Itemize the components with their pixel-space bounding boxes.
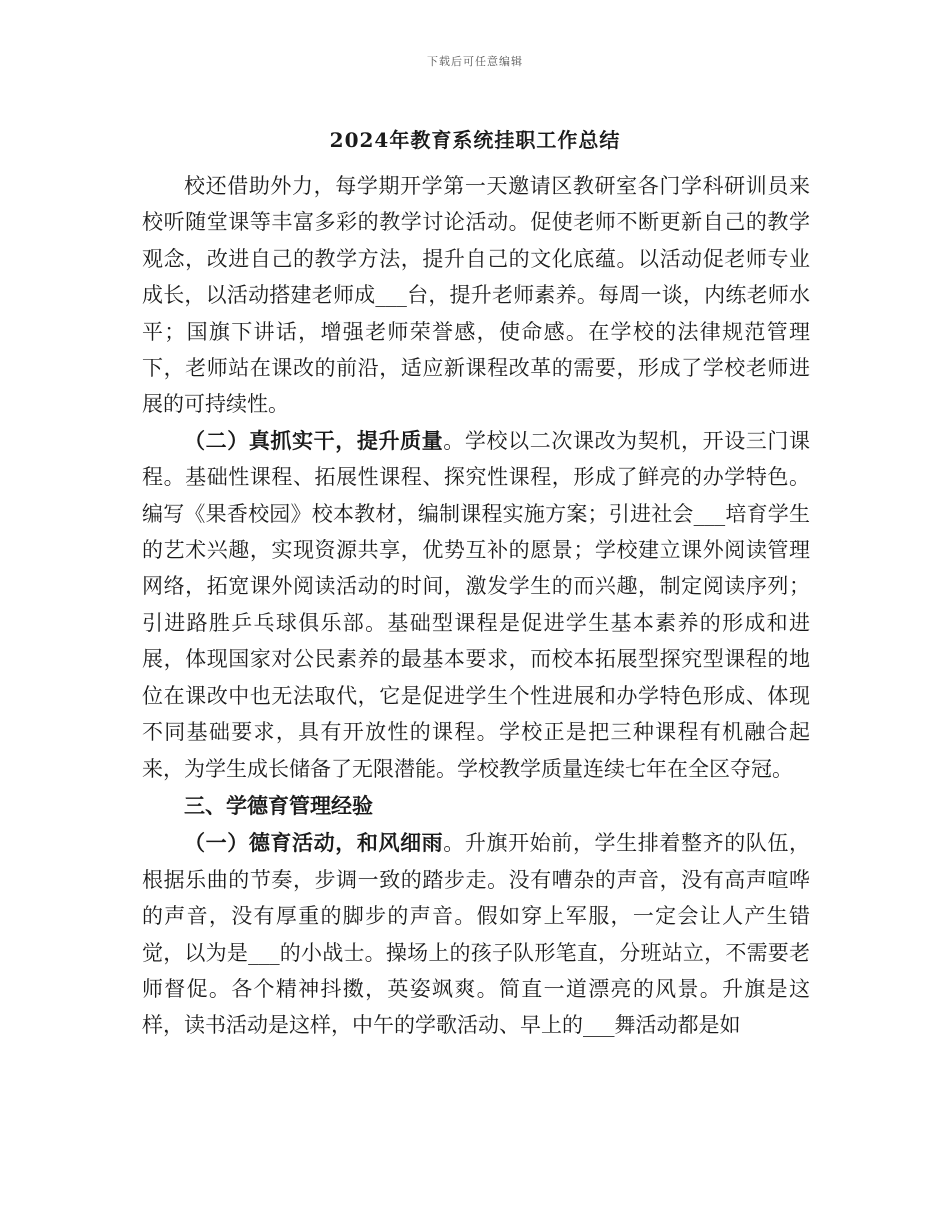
section-heading: 三、学德育管理经验 xyxy=(184,792,373,818)
paragraph-3 xyxy=(142,825,810,1043)
header-note: 下载后可任意编辑 xyxy=(427,55,523,68)
paragraph-3-text: 。升旗开始前，学生排着整齐的队伍，根据乐曲的节奏，步调一致的踏步走。没有嘈杂的声音，没有高声喧哗的声音，没有厚重的脚步的声音。假如穿上军服，一定会让人产生错觉，以为是___的小战士。操场上的孩子队形笔直，分班站立，不需要老师督促。各个精神抖擞，英姿飒爽。简直一道漂亮的风景。升旗是这样，读书活动是这样，中午的学歌活动、早上的___舞活动都是如 xyxy=(142,831,811,1038)
paragraph-1 xyxy=(142,168,810,423)
paragraph-2 xyxy=(142,423,810,787)
paragraph-2-lead: （二）真抓实干，提升质量 xyxy=(184,427,444,453)
paragraph-1-text: 校还借助外力，每学期开学第一天邀请区教研室各门学科研训员来校听随堂课等丰富多彩的教学讨论活动。促使老师不断更新自己的教学观念，改进自己的教学方法，提升自己的文化底蕴。以活动促老师专业成长，以活动搭建老师成___台，提升老师素养。每周一谈，内练老师水平；国旗下讲话，增强老师荣誉感，使命感。在学校的法律规范管理下，老师站在课改的前沿，适应新课程改革的需要，形成了学校老师进展的可持续性。 xyxy=(142,174,810,417)
paragraph-3-lead: （一）德育活动，和风细雨 xyxy=(184,830,444,856)
document-title: 2024年教育系统挂职工作总结 xyxy=(329,128,621,152)
paragraph-2-text: 。学校以二次课改为契机，开设三门课程。基础性课程、拓展性课程、探究性课程，形成了鲜亮的办学特色。编写《果香校园》校本教材，编制课程实施方案；引进社会___培育学生的艺术兴趣，实现资源共享，优势互补的愿景；学校建立课外阅读管理网络，拓宽课外阅读活动的时间，激发学生的而兴趣，制定阅读序列；引进路胜乒乓球俱乐部。基础型课程是促进学生基本素养的形成和进展，体现国家对公民素养的最基本要求，而校本拓展型探究型课程的地位在课改中也无法取代，它是促进学生个性进展和办学特色形成、体现不同基础要求，具有开放性的课程。学校正是把三种课程有机融合起来，为学生成长储备了无限潜能。学校教学质量连续七年在全区夺冠。 xyxy=(142,428,811,781)
document-body xyxy=(142,168,810,1044)
